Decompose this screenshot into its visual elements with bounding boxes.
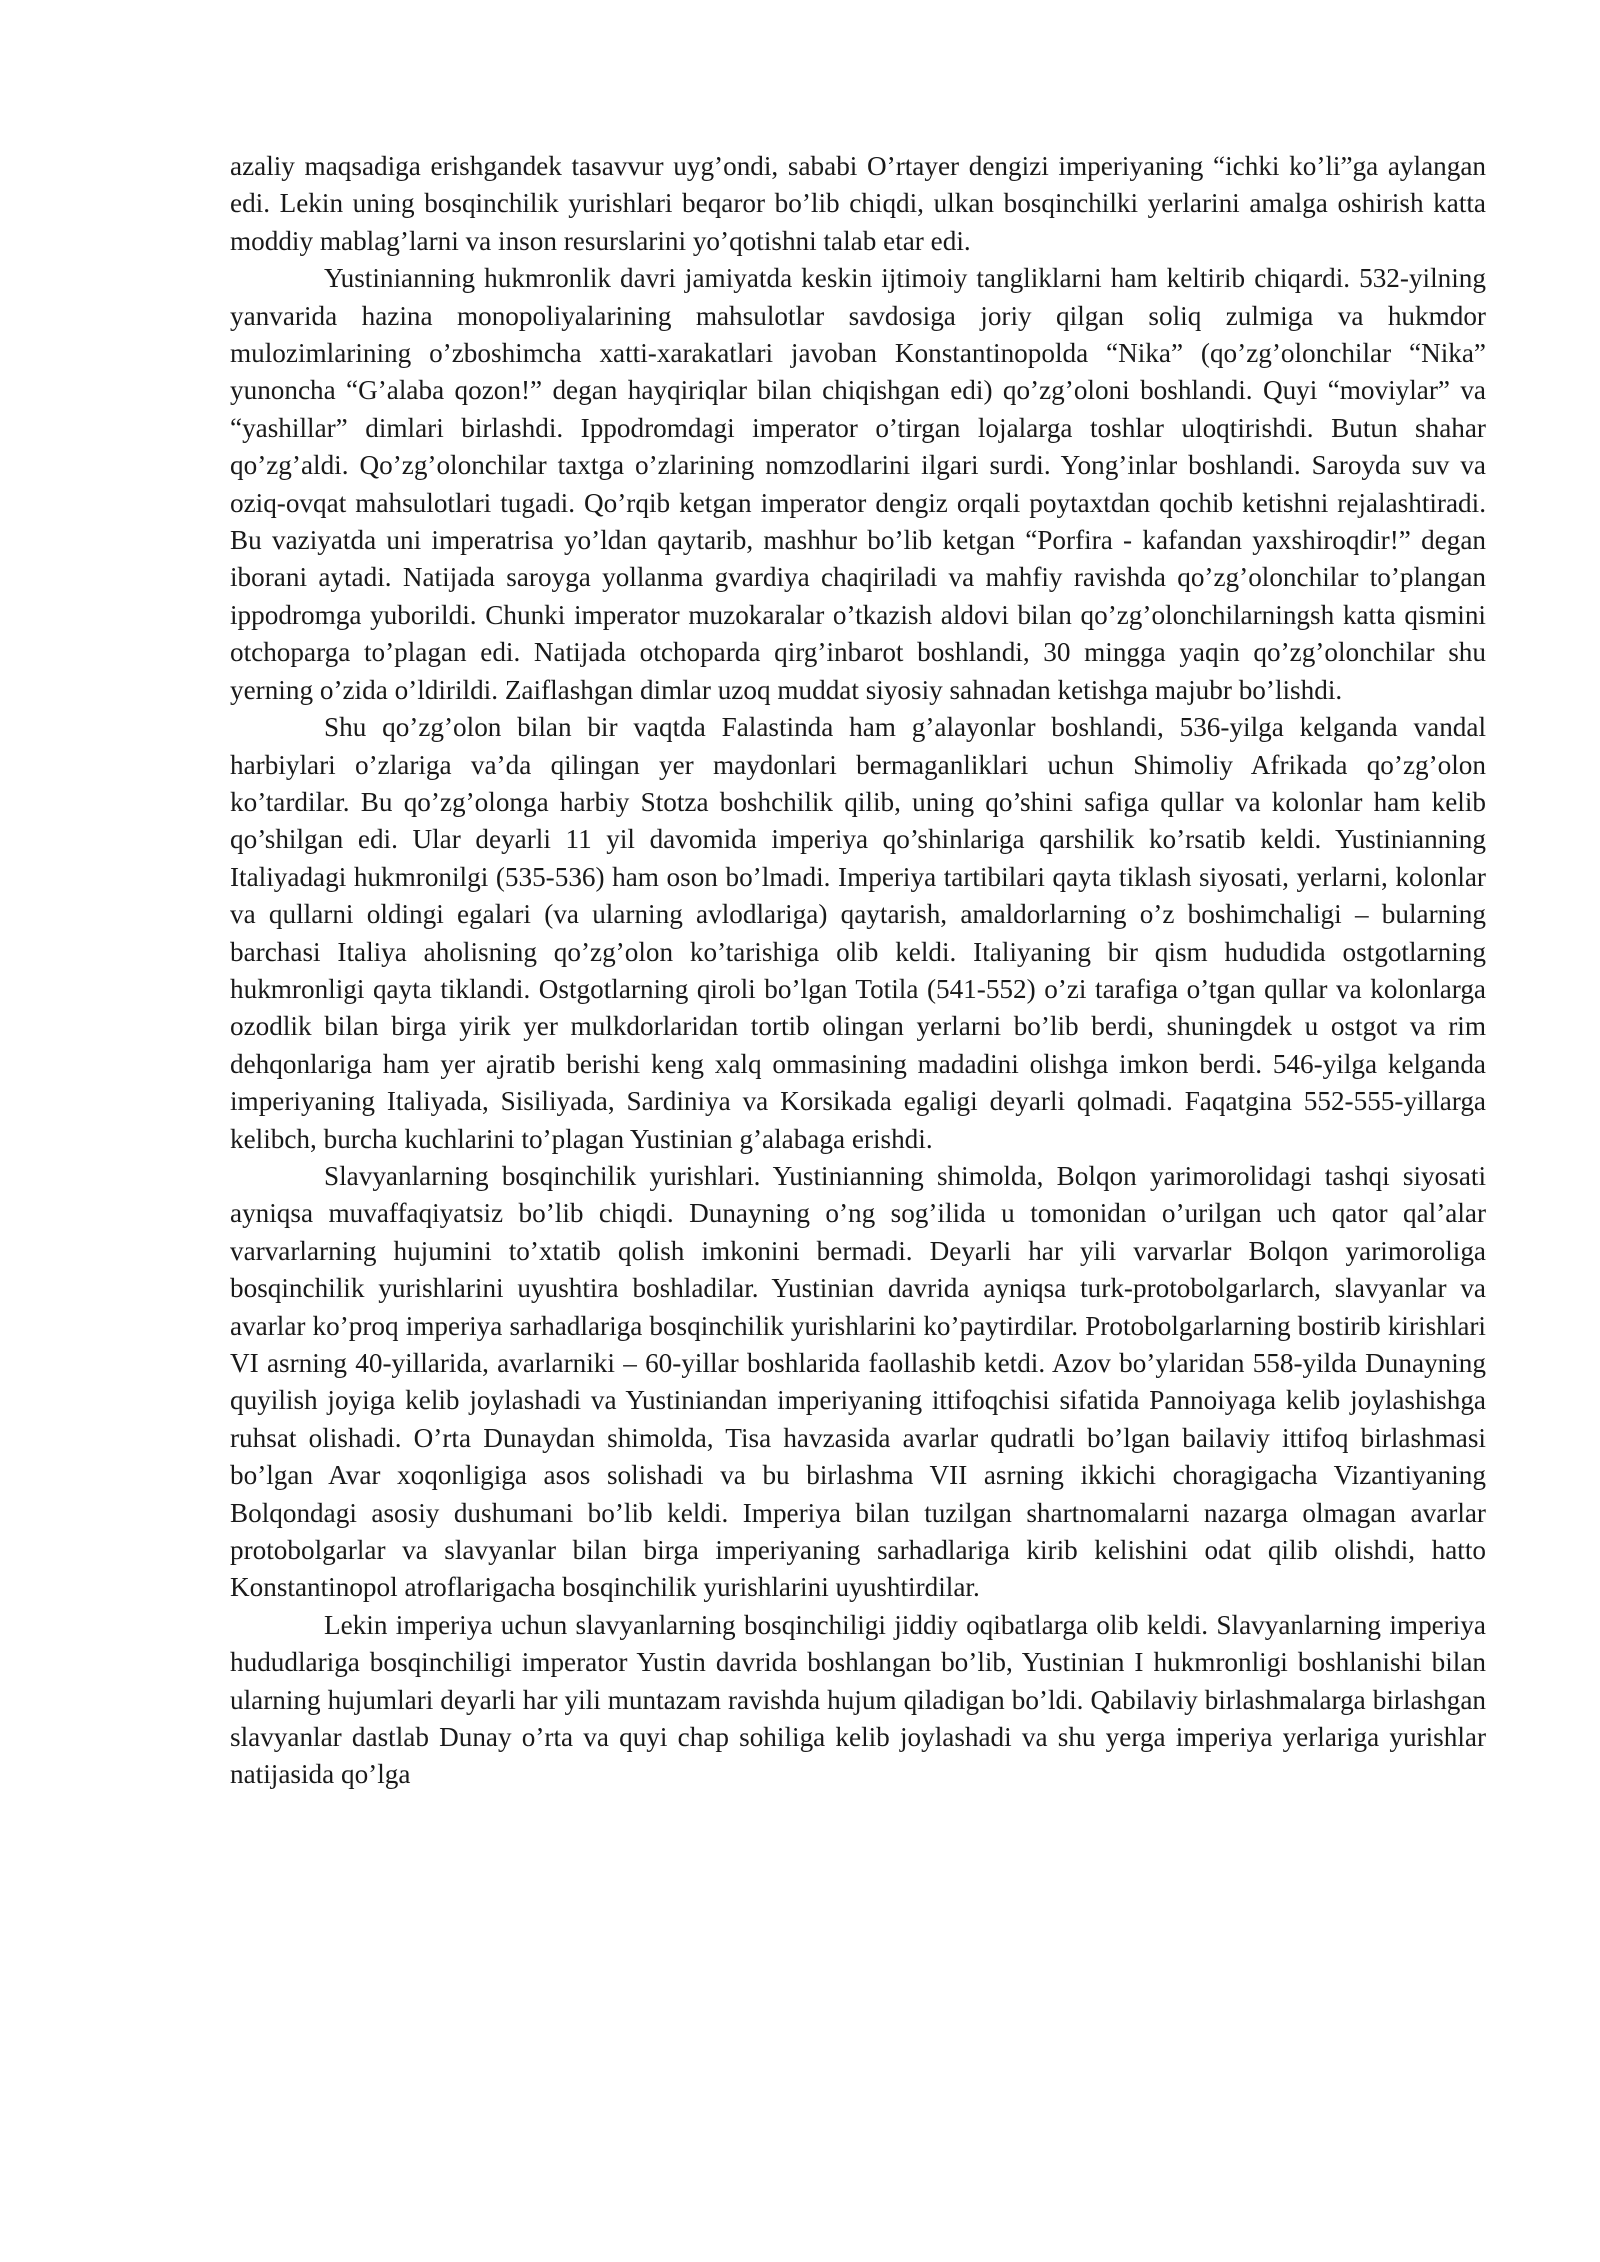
paragraph-slavic-consequences: Lekin imperiya uchun slavyanlarning bosqinchiligi jiddiy oqibatlarga olib keldi. Slavyanlarning imperiya hududlariga bosqinchiligi imperator Yustin davrida boshlangan bo’lib, Yustinian I hukmronligi boshlanishi bilan ularning hujumlari deyarli har yili muntazam ravishda hujum qiladigan bo’ldi. Qabilaviy birlashmalarga birlashgan slavyanlar dastlab Dunay o’rta va quyi chap sohiliga kelib joylashadi va shu yerga imperiya yerlariga yurishlar natijasida qo’lga — [230, 1609, 1486, 1790]
paragraph-uprisings: Shu qo’zg’olon bilan bir vaqtda Falastinda ham g’alayonlar boshlandi, 536-yilga kelganda vandal harbiylari o’zlariga va’da qilingan yer maydonlari bermaganliklari uchun Shimoliy Afrikada qo’zg’olon ko’tardilar. Bu qo’zg’olonga harbiy Stotza boshchilik qilib, uning qo’shini safiga qullar va kolonlar ham kelib qo’shilgan edi. Ular deyarli 11 yil davomida imperiya qo’shinlariga qarshilik ko’rsatib keldi. Yustinianning Italiyadagi hukmronilgi (535-536) ham oson bo’lmadi. Imperiya tartibilari qayta tiklash siyosati, yerlarni, kolonlar va qullarni oldingi egalari (va ularning avlodlariga) qaytarish, amaldorlarning o’z boshimchaligi – bularning barchasi Italiya aholisning qo’zg’olon ko’tarishiga olib keldi. Italiyaning bir qism hududida ostgotlarning hukmronligi qayta tiklandi. Ostgotlarning qiroli bo’lgan Totila (541-552) o’zi tarafiga o’tgan qullar va kolonlarga ozodlik bilan birga yirik yer mulkdorlaridan tortib olingan yerlarni bo’lib berdi, shuningdek u ostgot va rim dehqonlariga ham yer ajratib berishi keng xalq ommasining madadini olishga imkon berdi. 546-yilga kelganda imperiyaning Italiyada, Sisiliyada, Sardiniya va Korsikada egaligi deyarli qolmadi. Faqatgina 552-555-yillarga kelibch, burcha kuchlarini to’plagan Yustinian g’alabaga erishdi. — [230, 712, 1486, 1154]
paragraph-nika-revolt: Yustinianning hukmronlik davri jamiyatda keskin ijtimoiy tangliklarni ham keltirib chiqardi. 532-yilning yanvarida hazina monopoliyalarining mahsulotlar savdosiga joriy qilgan soliq zulmiga va hukmdor mulozimlarining o’zboshimcha xatti-xarakatlari javoban Konstantinopolda “Nika” (qo’zg’olonchilar “Nika” yunoncha “G’alaba qozon!” degan hayqiriqlar bilan chiqishgan edi) qo’zg’oloni boshlandi. Quyi “moviylar” va “yashillar” dimlari birlashdi. Ippodromdagi imperator o’tirgan lojalarga toshlar uloqtirishdi. Butun shahar qo’zg’aldi. Qo’zg’olonchilar taxtga o’zlarining nomzodlarini ilgari surdi. Yong’inlar boshlandi. Saroyda suv va oziq-ovqat mahsulotlari tugadi. Qo’rqib ketgan imperator dengiz orqali poytaxtdan qochib ketishni rejalashtiradi. Bu vaziyatda uni imperatrisa yo’ldan qaytarib, mashhur bo’lib ketgan “Porfira - kafandan yaxshiroqdir!” degan iborani aytadi. Natijada saroyga yollanma gvardiya chaqiriladi va mahfiy ravishda qo’zg’olonchilar to’plangan ippodromga yuborildi. Chunki imperator muzokaralar o’tkazish aldovi bilan qo’zg’olonchilarningsh katta qismini otchoparga to’plagan edi. Natijada otchoparda qirg’inbarot boshlandi, 30 mingga yaqin qo’zg’olonchilar shu yerning o’zida o’ldirildi. Zaiflashgan dimlar uzoq muddat siyosiy sahnadan ketishga majubr bo’lishdi. — [230, 263, 1486, 705]
paragraph-continuation: azaliy maqsadiga erishgandek tasavvur uyg’ondi, sababi O’rtayer dengizi imperiyaning “ichki ko’li”ga aylangan edi. Lekin uning bosqinchilik yurishlari beqaror bo’lib chiqdi, ulkan bosqinchilki yerlarini amalga oshirish katta moddiy mablag’larni va inson resurslarini yo’qotishni talab etar edi. — [230, 151, 1486, 256]
paragraph-slavic-invasions: Slavyanlarning bosqinchilik yurishlari. Yustinianning shimolda, Bolqon yarimorolidagi tashqi siyosati ayniqsa muvaffaqiyatsiz bo’lib chiqdi. Dunayning o’ng sog’ilida u tomonidan o’urilgan uch qator qal’alar varvarlarning hujumini to’xtatib qolish imkonini bermadi. Deyarli har yili varvarlar Bolqon yarimoroliga bosqinchilik yurishlarini uyushtira boshladilar. Yustinian davrida ayniqsa turk-protobolgarlarch, slavyanlar va avarlar ko’proq imperiya sarhadlariga bosqinchilik yurishlarini ko’paytirdilar. Protobolgarlarning bostirib kirishlari VI asrning 40-yillarida, avarlarniki – 60-yillar boshlarida faollashib ketdi. Azov bo’ylaridan 558-yilda Dunayning quyilish joyiga kelib joylashadi va Yustiniandan imperiyaning ittifoqchisi sifatida Pannoiyaga kelib joylashishga ruhsat olishadi. O’rta Dunaydan shimolda, Tisa havzasida avarlar qudratli bo’lgan bailaviy ittifoq birlashmasi bo’lgan Avar xoqonligiga asos solishadi va bu birlashma VII asrning ikkichi choragigacha Vizantiyaning Bolqondagi asosiy dushumani bo’lib keldi. Imperiya bilan tuzilgan shartnomalarni nazarga olmagan avarlar protobolgarlar va slavyanlar bilan birga imperiyaning sarhadlariga kirib kelishini odat qilib olishdi, hatto Konstantinopol atroflarigacha bosqinchilik yurishlarini uyushtirdilar. — [230, 1160, 1486, 1603]
document-page — [230, 148, 1486, 1794]
